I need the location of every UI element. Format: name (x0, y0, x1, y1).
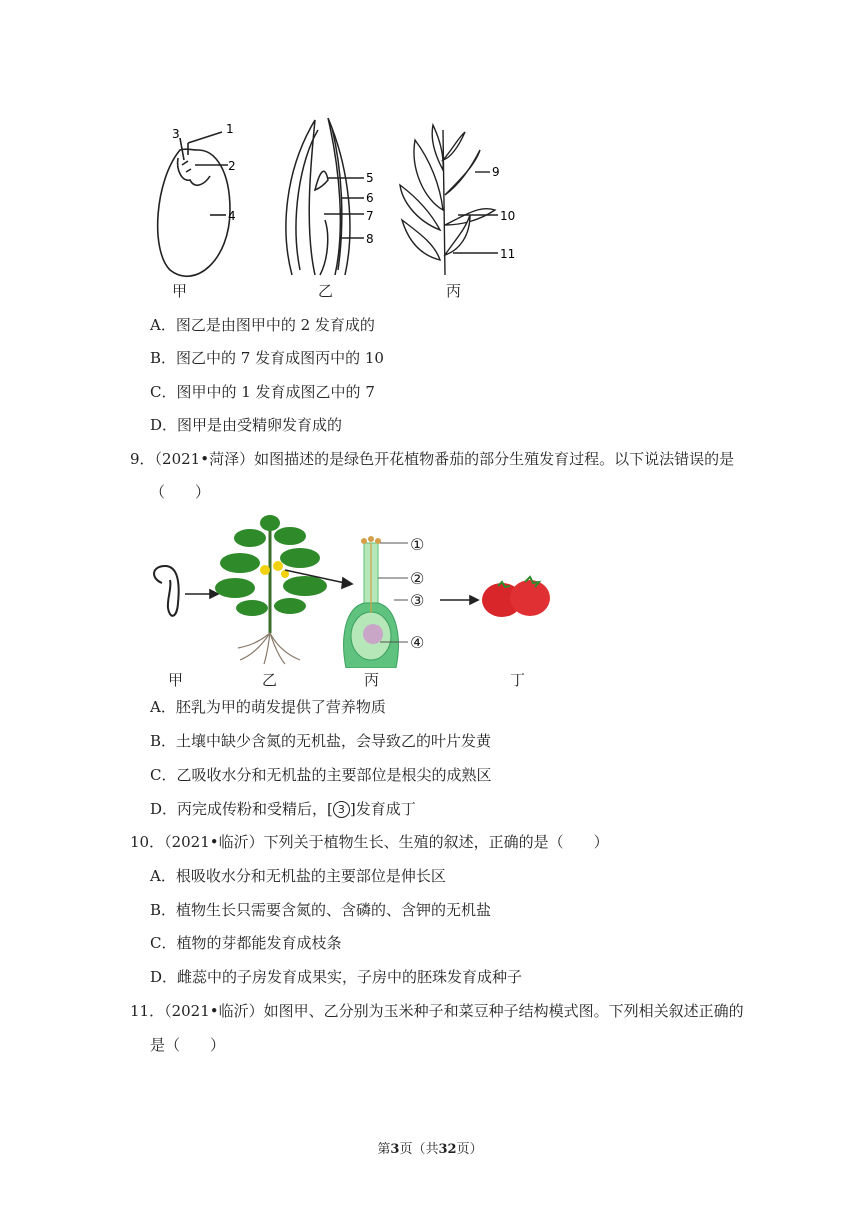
tomato-fruit-drawing (482, 577, 550, 617)
q9-answer-blank: （ ） (150, 483, 211, 501)
page-number: 3 (390, 1142, 400, 1157)
q8-option-c: C．图甲中的 1 发育成图乙中的 7 (150, 383, 375, 401)
seedling-label-7: 7 (366, 209, 374, 223)
pistil-label-1: ① (410, 535, 425, 554)
figure1-label-yi: 乙 (318, 282, 334, 300)
q10-option-d: D．雌蕊中的子房发育成果实，子房中的胚珠发育成种子 (150, 968, 523, 986)
q9-option-c: C．乙吸收水分和无机盐的主要部位是根尖的成熟区 (150, 766, 492, 784)
figure2-label-yi: 乙 (262, 671, 278, 689)
q9-option-d: D．丙完成传粉和受精后，[ 3 ]发育成丁 (150, 800, 416, 818)
figure2-label-ding: 丁 (510, 671, 526, 689)
seedling-label-5: 5 (366, 171, 374, 185)
figure2-label-bing: 丙 (364, 671, 380, 689)
seedling-label-6: 6 (366, 191, 374, 205)
tomato-seed-drawing (154, 566, 179, 616)
shoot-label-9: 9 (492, 165, 500, 179)
q9-option-a: A．胚乳为甲的萌发提供了营养物质 (150, 698, 386, 716)
pistil-label-4: ④ (410, 633, 425, 652)
q8-option-a: A．图乙是由图甲中的 2 发育成的 (150, 316, 375, 334)
figure1-label-bing: 丙 (446, 282, 462, 300)
shoot-label-10: 10 (500, 209, 516, 223)
seedling-label-8: 8 (366, 232, 374, 246)
pistil-drawing (344, 536, 408, 668)
arrow-1 (185, 590, 218, 598)
q8-option-d: D．图甲是由受精卵发育成的 (150, 416, 343, 434)
q11-stem-continued: 是（ ） (150, 1036, 226, 1054)
q10-option-a: A．根吸收水分和无机盐的主要部位是伸长区 (150, 867, 446, 885)
q9-option-b: B．土壤中缺少含氮的无机盐，会导致乙的叶片发黄 (150, 732, 492, 750)
tomato-lifecycle-figure (140, 508, 560, 668)
q10-option-b: B．植物生长只需要含氮的、含磷的、含钾的无机盐 (150, 901, 492, 919)
page-total: 32 (438, 1142, 457, 1157)
seed-structure-figure (140, 110, 540, 305)
pistil-label-3: ③ (410, 591, 425, 610)
figure1-label-jia: 甲 (172, 282, 188, 300)
seed-label-1: 1 (226, 122, 234, 136)
q11-stem: 11．（2021•临沂）如图甲、乙分别为玉米种子和菜豆种子结构模式图。下列相关叙述正确的 (130, 1002, 744, 1020)
circled-number-3: 3 (333, 801, 350, 818)
seed-label-3: 3 (172, 127, 180, 141)
shoot-drawing (400, 125, 498, 275)
seedling-drawing (286, 118, 364, 275)
q10-stem: 10．（2021•临沂）下列关于植物生长、生殖的叙述，正确的是（ ） (130, 833, 609, 851)
pistil-label-2: ② (410, 569, 425, 588)
q8-option-b: B．图乙中的 7 发育成图丙中的 10 (150, 349, 384, 367)
seed-label-4: 4 (228, 209, 236, 223)
page-footer: 第3页（共32页） (377, 1142, 483, 1157)
figure2-label-jia: 甲 (168, 671, 184, 689)
q10-option-c: C．植物的芽都能发育成枝条 (150, 934, 342, 952)
arrow-3 (440, 596, 478, 604)
bean-seed-drawing (158, 132, 230, 276)
shoot-label-11: 11 (500, 247, 516, 261)
seed-label-2: 2 (228, 159, 236, 173)
tomato-plant-drawing (215, 515, 327, 664)
q9-stem: 9．（2021•菏泽）如图描述的是绿色开花植物番茄的部分生殖发育过程。以下说法错误的是 (130, 450, 735, 468)
